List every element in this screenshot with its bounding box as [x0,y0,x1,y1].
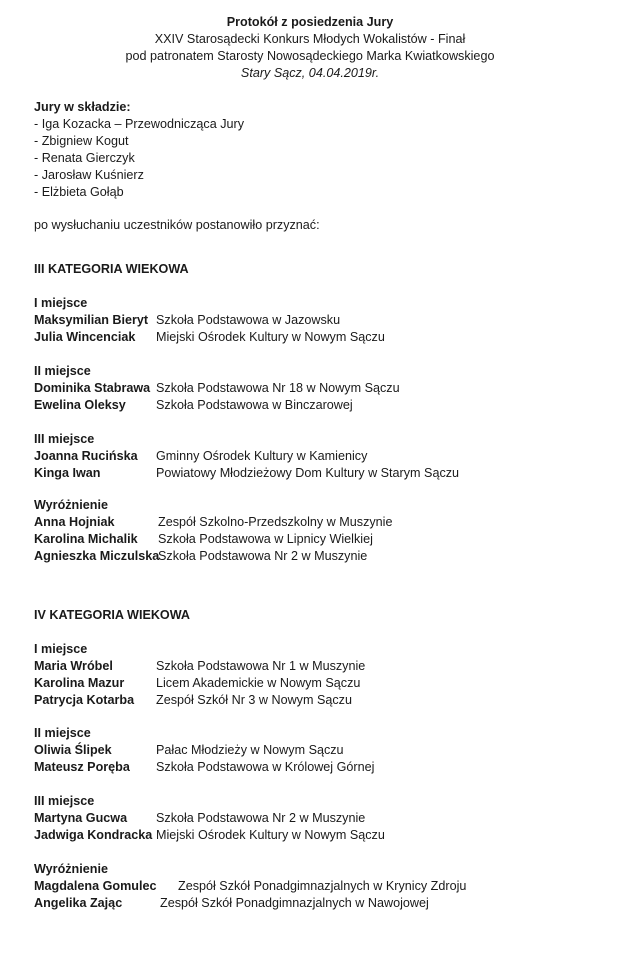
school-name: Zespół Szkół Nr 3 w Nowym Sączu [156,693,352,707]
jury-member: - Elżbieta Gołąb [34,185,124,199]
school-name: Szkoła Podstawowa w Lipnicy Wielkiej [158,532,373,546]
place-label: Wyróżnienie [34,498,108,512]
cat4-place-3 [34,793,385,844]
jury-heading: Jury w składzie: [34,100,131,114]
list-item [34,329,385,346]
contest-name: XXIV Starosądecki Konkurs Młodych Wokalistów - Finał [154,32,466,46]
jury-member: - Jarosław Kuśnierz [34,168,144,182]
list-item [34,878,467,895]
cat3-place-2 [34,363,400,414]
participant-name: Maksymilian Bieryt [34,313,149,327]
list-item [34,742,344,759]
list-item [34,448,368,465]
school-name: Szkoła Podstawowa Nr 2 w Muszynie [158,549,368,563]
participant-name: Maria Wróbel [34,659,113,673]
list-item [34,380,400,397]
school-name: Miejski Ośrodek Kultury w Nowym Sączu [156,828,385,842]
jury-section [34,99,244,201]
school-name: Powiatowy Młodzieżowy Dom Kultury w Starym Sączu [156,466,460,480]
cat4-place-1 [34,641,366,709]
document-title: Protokół z posiedzenia Jury [226,15,394,29]
participant-name: Karolina Mazur [34,676,125,690]
list-item [34,895,429,912]
school-name: Szkoła Podstawowa Nr 1 w Muszynie [156,659,366,673]
category-4-heading: IV KATEGORIA WIEKOWA [34,608,191,622]
place-label: I miejsce [34,642,88,656]
place-date: Stary Sącz, 04.04.2019r. [240,66,380,80]
list-item [34,465,460,482]
cat4-distinction [34,861,467,912]
school-name: Miejski Ośrodek Kultury w Nowym Sączu [156,330,385,344]
jury-member: - Zbigniew Kogut [34,134,129,148]
participant-name: Magdalena Gomulec [34,879,157,893]
school-name: Zespół Szkół Ponadgimnazjalnych w Nawojowej [160,896,429,910]
list-item [34,514,393,531]
participant-name: Joanna Rucińska [34,449,138,463]
school-name: Szkoła Podstawowa w Królowej Górnej [156,760,375,774]
participant-name: Karolina Michalik [34,532,138,546]
place-label: I miejsce [34,296,88,310]
school-name: Szkoła Podstawowa Nr 18 w Nowym Sączu [156,381,400,395]
cat3-place-3 [34,431,460,482]
participant-name: Mateusz Poręba [34,760,130,774]
school-name: Gminny Ośrodek Kultury w Kamienicy [156,449,368,463]
school-name: Zespół Szkół Ponadgimnazjalnych w Krynicy Zdroju [178,879,467,893]
list-item [34,759,375,776]
participant-name: Jadwiga Kondracka [34,828,153,842]
list-item [34,531,373,548]
list-item [34,827,385,844]
list-item [34,658,366,675]
participant-name: Julia Wincenciak [34,330,136,344]
place-label: II miejsce [34,364,91,378]
participant-name: Kinga Iwan [34,466,101,480]
participant-name: Angelika Zając [34,896,123,910]
list-item [34,810,366,827]
school-name: Szkoła Podstawowa w Jazowsku [156,313,341,327]
school-name: Zespół Szkolno-Przedszkolny w Muszynie [158,515,393,529]
list-item [34,397,353,414]
school-name: Pałac Młodzieży w Nowym Sączu [156,743,344,757]
participant-name: Anna Hojniak [34,515,115,529]
document-header [0,14,620,82]
cat3-place-1 [34,295,385,346]
jury-member: - Renata Gierczyk [34,151,135,165]
participant-name: Oliwia Ślipek [34,743,112,757]
cat4-place-2 [34,725,375,776]
category-3-heading: III KATEGORIA WIEKOWA [34,262,189,276]
school-name: Szkoła Podstawowa w Binczarowej [156,398,353,412]
participant-name: Ewelina Oleksy [34,398,126,412]
list-item [34,675,361,692]
place-label: III miejsce [34,794,95,808]
list-item [34,312,341,329]
participant-name: Agnieszka Miczulska [34,549,160,563]
participant-name: Patrycja Kotarba [34,693,135,707]
school-name: Licem Akademickie w Nowym Sączu [156,676,361,690]
participant-name: Martyna Gucwa [34,811,128,825]
place-label: II miejsce [34,726,91,740]
intro-line: po wysłuchaniu uczestników postanowiło przyznać: [34,218,320,232]
list-item [34,548,368,565]
patronage-line: pod patronatem Starosty Nowosądeckiego Marka Kwiatkowskiego [125,49,495,63]
intro-text [34,217,320,234]
participant-name: Dominika Stabrawa [34,381,151,395]
place-label: Wyróżnienie [34,862,108,876]
cat3-distinction [34,497,393,565]
place-label: III miejsce [34,432,95,446]
list-item [34,692,352,709]
school-name: Szkoła Podstawowa Nr 2 w Muszynie [156,811,366,825]
jury-member: - Iga Kozacka – Przewodnicząca Jury [34,117,244,131]
